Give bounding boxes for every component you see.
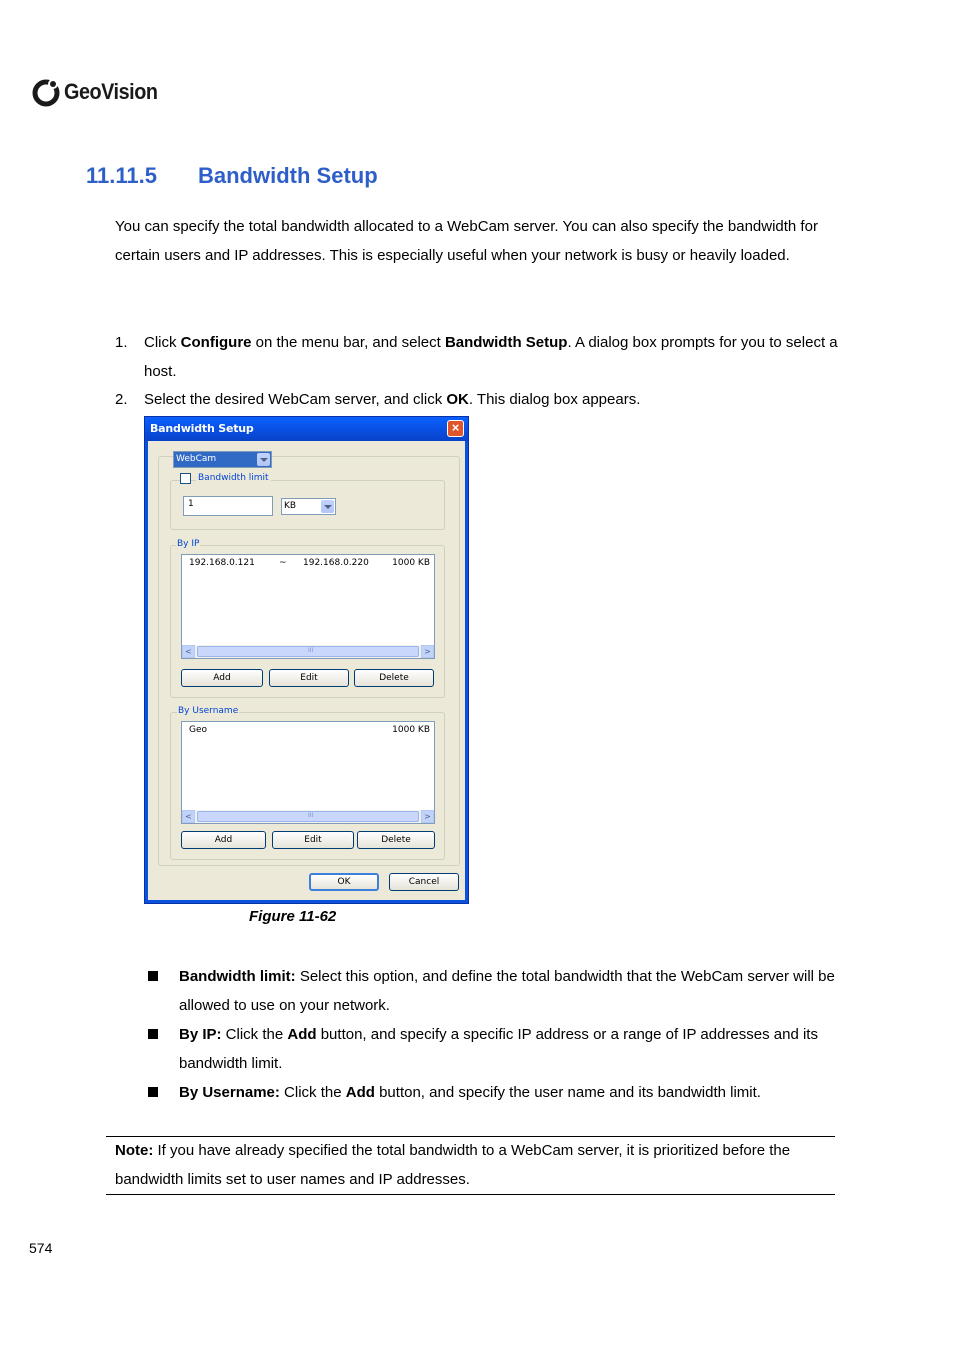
bullet-text: By Username: Click the Add button, and specify the user name and its bandwidth limit. <box>179 1084 761 1101</box>
cancel-button[interactable]: Cancel <box>389 873 459 891</box>
step-2 <box>115 385 845 414</box>
username-list-scrollbar[interactable] <box>182 810 434 823</box>
section-heading <box>86 163 378 189</box>
bullet-text: By IP: Click the Add button, and specify a specific IP address or a range of IP addresses and its bandwidth limit. <box>179 1026 818 1072</box>
scroll-left-icon[interactable]: < <box>182 810 195 823</box>
bandwidth-limit-checkbox[interactable] <box>180 473 191 484</box>
step-number: 2. <box>115 391 128 408</box>
chevron-down-icon <box>321 500 334 513</box>
intro-paragraph: You can specify the total bandwidth allocated to a WebCam server. You can also specify the bandwidth for certain users and IP addresses. This is especially useful when your network is busy or heavily loaded. <box>115 218 818 264</box>
server-select-value: WebCam <box>176 454 217 464</box>
ip-delete-button[interactable]: Delete <box>354 669 434 687</box>
step-1 <box>115 328 845 386</box>
bullet-square-icon <box>148 1087 158 1097</box>
bullet-square-icon <box>148 1029 158 1039</box>
step-text: Select the desired WebCam server, and click OK. This dialog box appears. <box>144 391 641 408</box>
bullet-square-icon <box>148 971 158 981</box>
note-box: Note: If you have already specified the total bandwidth to a WebCam server, it is prioritized before the bandwidth limits set to user names and IP addresses. <box>115 1142 791 1188</box>
list-item[interactable]: Geo 1000 KB <box>189 725 430 735</box>
by-username-label: By Username <box>178 706 239 716</box>
bullet-by-ip <box>148 1020 848 1078</box>
user-edit-button[interactable]: Edit <box>272 831 354 849</box>
bullet-bandwidth-limit <box>148 962 848 1020</box>
server-select[interactable] <box>173 451 272 468</box>
step-number: 1. <box>115 334 128 351</box>
list-item[interactable]: 192.168.0.121 ~ 192.168.0.220 1000 KB <box>189 558 430 568</box>
bullet-by-username <box>148 1078 848 1107</box>
ip-edit-button[interactable]: Edit <box>269 669 349 687</box>
geovision-logo-icon <box>32 77 62 107</box>
limit-value-input[interactable]: 1 <box>183 496 273 516</box>
ip-list[interactable] <box>181 554 435 659</box>
user-add-button[interactable]: Add <box>181 831 266 849</box>
unit-select-value: KB <box>284 501 297 511</box>
dialog-title: Bandwidth Setup <box>150 422 254 435</box>
chevron-down-icon <box>257 453 270 466</box>
scroll-right-icon[interactable]: > <box>421 810 434 823</box>
dialog-titlebar <box>145 417 468 441</box>
step-text: Click Configure on the menu bar, and select Bandwidth Setup. A dialog box prompts for you to select a host. <box>144 334 838 380</box>
section-title: Bandwidth Setup <box>198 163 378 188</box>
bullet-text: Bandwidth limit: Select this option, and define the total bandwidth that the WebCam server will be allowed to use on your network. <box>179 968 835 1014</box>
note-bottom-rule <box>106 1194 835 1195</box>
close-icon[interactable]: × <box>447 420 464 437</box>
dialog-body <box>148 441 465 900</box>
ip-add-button[interactable]: Add <box>181 669 263 687</box>
bandwidth-limit-label: Bandwidth limit <box>198 473 269 483</box>
logo-text: GeoVision <box>64 79 158 104</box>
geovision-logo <box>32 72 168 112</box>
by-ip-label: By IP <box>177 539 200 549</box>
ip-list-scrollbar[interactable] <box>182 645 434 658</box>
unit-select[interactable] <box>281 498 336 515</box>
user-delete-button[interactable]: Delete <box>357 831 435 849</box>
figure-caption: Figure 11-62 <box>249 908 337 925</box>
page-number: 574 <box>29 1240 53 1256</box>
username-list[interactable] <box>181 721 435 824</box>
section-number: 11.11.5 <box>86 163 157 188</box>
scroll-thumb[interactable]: III <box>197 811 419 822</box>
scroll-right-icon[interactable]: > <box>421 645 434 658</box>
ok-button[interactable]: OK <box>309 873 379 891</box>
bandwidth-setup-dialog <box>144 416 469 904</box>
scroll-left-icon[interactable]: < <box>182 645 195 658</box>
scroll-thumb[interactable]: III <box>197 646 419 657</box>
